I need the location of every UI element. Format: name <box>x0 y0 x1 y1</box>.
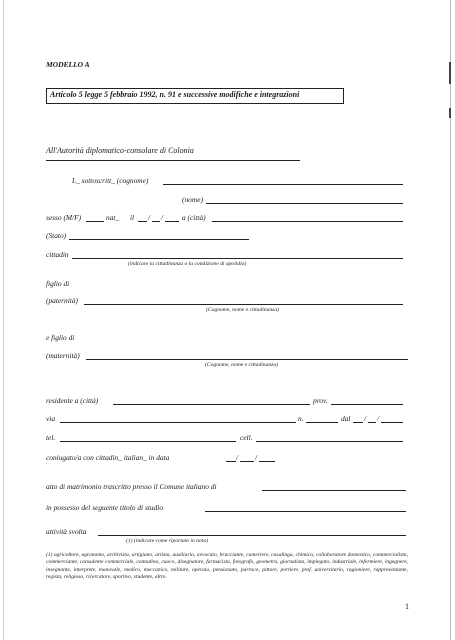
prov-label: prov. <box>313 396 328 405</box>
prov-line[interactable] <box>331 404 403 405</box>
article-box <box>46 88 344 104</box>
titolo-label: in possesso del seguente titolo di studio <box>46 503 164 512</box>
attivita-line[interactable] <box>98 535 406 536</box>
date-slash: / <box>161 213 164 222</box>
residente-line[interactable] <box>113 404 310 405</box>
citta-line[interactable] <box>212 221 403 222</box>
cittadinanza-line[interactable] <box>72 258 403 259</box>
attivita-hint: (1) (indicare come riportato in nota) <box>126 538 208 544</box>
a-citta-label: a (città) <box>182 213 206 222</box>
model-label: MODELLO A <box>46 60 90 69</box>
page-number: 1 <box>405 602 409 611</box>
civico-line[interactable] <box>306 422 338 423</box>
addressee-line <box>46 160 300 161</box>
dal-month-line[interactable] <box>368 422 376 423</box>
maternita-line[interactable] <box>86 359 408 360</box>
nome-label: (nome) <box>182 195 203 204</box>
paternita-hint: (Cognome, nome e cittadinanza) <box>206 307 280 313</box>
nat-label: nat_ <box>106 213 120 222</box>
cell-label: cell. <box>240 433 253 442</box>
addressee: All'Autorità diplomatico-consolare di Colonia <box>46 146 194 155</box>
via-label: via <box>46 414 56 423</box>
cognome-line[interactable] <box>163 184 403 185</box>
date-slash: / <box>236 453 239 462</box>
maternita-hint: (Cognome, nome e cittadinanza) <box>205 362 279 368</box>
date-slash: / <box>364 414 367 423</box>
scan-edge-left <box>3 0 4 640</box>
cell-line[interactable] <box>256 441 403 442</box>
paternita-label: (paternità) <box>46 296 79 305</box>
article-title: Articolo 5 legge 5 febbraio 1992, n. 91 e successive modifiche e integrazioni <box>50 90 300 99</box>
stato-label: (Stato) <box>46 231 67 240</box>
figlio-di-label: figlio di <box>46 279 70 288</box>
day-line[interactable] <box>138 221 147 222</box>
scan-mark <box>449 62 451 84</box>
year-line[interactable] <box>165 221 179 222</box>
con-day-line[interactable] <box>226 461 236 462</box>
il-label: il <box>130 213 135 222</box>
paternita-line[interactable] <box>84 304 403 305</box>
footnote: (1) agricoltore, agronomo, archivista, artigiano, artista, ausiliario, avvocato, bracciante, cameriere, casalinga, chimico, collaboratore domestico, commercialista, commerciante, consulente commerciale, contadino, cuoco, disegnatore, farmacista, fotografo, geometra, giornalista, impiegato, industriale, infermiere, ingegnere, insegnante, interprete, manovale, medico, meccanico, militare, operaio, pensionato, parroco, pittore, portiere, prof. universitario, ragioniere, rappresentante, regista, religioso, ricercatore, sportivo, studente, altro. <box>46 552 408 581</box>
cittadinanza-hint: (indicare la cittadinanza o la condizione di apolidia) <box>128 261 247 267</box>
residente-label: residente a (città) <box>46 396 99 405</box>
via-line[interactable] <box>60 422 296 423</box>
atto-line[interactable] <box>262 490 406 491</box>
dal-label: dal <box>341 414 351 423</box>
n-label: n. <box>298 414 304 423</box>
sesso-label: sesso (M/F) <box>46 213 82 222</box>
scan-edge-right <box>450 0 451 640</box>
atto-label: atto di matrimonio trascritto presso il Comune italiano di <box>46 482 217 491</box>
date-slash: / <box>255 453 258 462</box>
nome-line[interactable] <box>206 203 403 204</box>
month-line[interactable] <box>152 221 160 222</box>
dal-year-line[interactable] <box>381 422 403 423</box>
stato-line[interactable] <box>69 239 249 240</box>
sesso-line[interactable] <box>86 221 104 222</box>
scan-mark <box>449 108 451 118</box>
dal-day-line[interactable] <box>353 422 363 423</box>
con-year-line[interactable] <box>259 461 275 462</box>
con-month-line[interactable] <box>240 461 254 462</box>
attivita-label: attività svolta <box>46 527 87 536</box>
tel-line[interactable] <box>60 441 236 442</box>
e-figlio-di-label: e figlio di <box>46 333 75 342</box>
maternita-label: (maternità) <box>46 351 80 360</box>
sottoscritt-label: L_ sottoscritt_ (cognome) <box>72 176 149 185</box>
titolo-line[interactable] <box>205 511 406 512</box>
tel-label: tel. <box>46 433 56 442</box>
date-slash: / <box>377 414 380 423</box>
cittadin-label: cittadin <box>46 250 69 259</box>
coniugato-label: coniugato/a con cittadin_ italian_ in data <box>46 453 170 462</box>
date-slash: / <box>148 213 151 222</box>
